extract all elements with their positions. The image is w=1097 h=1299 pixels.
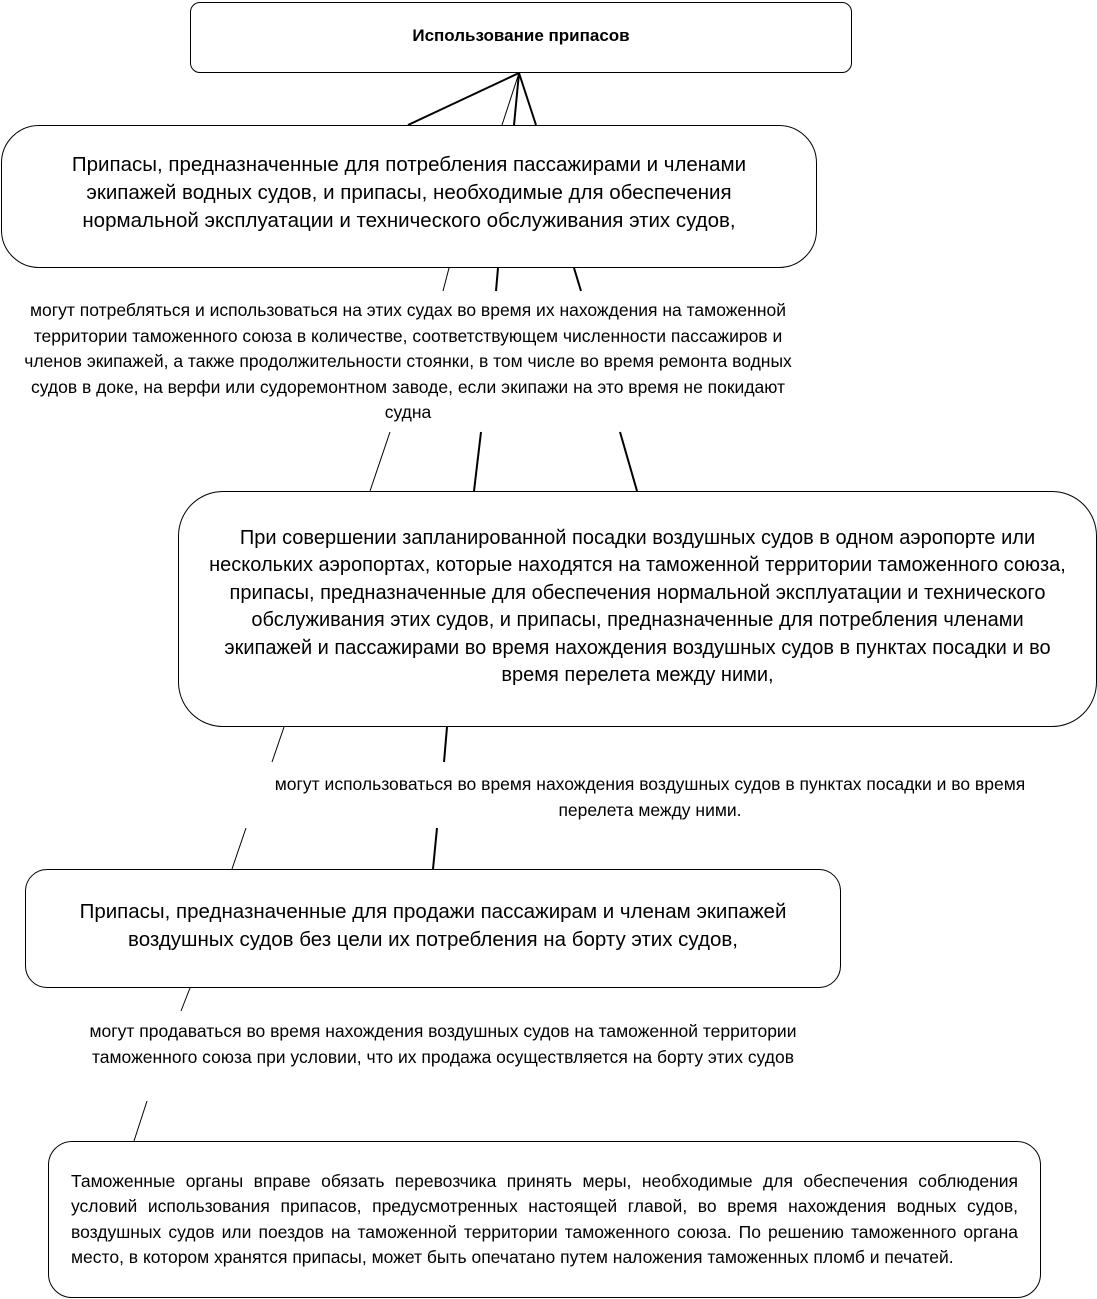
connector-line <box>444 727 447 762</box>
connector-line <box>272 727 284 762</box>
sale-rule-text: могут продаваться во время нахождения воздушных судов на таможенной территории таможенного союза при условии, что их продажа осуществляется на борту этих судов <box>89 1021 797 1067</box>
customs-authority-box <box>48 1141 1041 1298</box>
connector-line <box>502 73 519 125</box>
water-vessels-supplies-text: Припасы, предназначенные для потребления пассажирами и членами экипажей водных судов, и припасы, необходимые для обеспечения нормальной эксплуатации и технического обслуживания этих судов, <box>71 152 747 232</box>
title-text: Использование припасов <box>412 25 630 45</box>
customs-authority-text: Таможенные органы вправе обязать перевозчика принять меры, необходимые для обеспечения соблюдения условий использования припасов, предусмотренных настоящей главой, во время нахождения водных судов, воздушных судов или поездов на таможенной территории таможенного союза. По решению таможенного органа место, в котором хранятся припасы, может быть опечатано путем наложения таможенных пломб и печатей. <box>71 1170 1018 1267</box>
connector-line <box>443 268 449 291</box>
aircraft-supplies-box <box>178 491 1097 727</box>
sale-rule-label <box>68 1018 818 1070</box>
aircraft-supplies-text: При совершении запланированной посадки воздушных судов в одном аэропорте или нескольких аэропортах, которые находятся на таможенной территории таможенного союза, припасы, предназначенные для обеспечения нормальной эксплуатации и технического обслуживания этих судов, и припасы, предназначенные для потребления членами экипажей и пассажирами во время нахождения воздушных судов в пунктах посадки и во время перелета между ними, <box>209 526 1066 686</box>
connector-line <box>181 988 190 1011</box>
connector-line <box>134 1101 147 1141</box>
aircraft-rule-label <box>250 771 1050 823</box>
water-vessels-rule-label <box>8 298 808 426</box>
water-vessels-rule-text: могут потребляться и использоваться на этих судах во время их нахождения на таможенной территории таможенного союза в количестве, соответствующем численности пассажиров и членов экипажей, а также продолжительности стоянки, в том числе во время ремонта водных судов в доке, на верфи или судоремонтном заводе, если экипажи на это время не покидают судна <box>24 300 792 422</box>
connector-line <box>574 268 581 291</box>
aircraft-rule-text: могут использоваться во время нахождения воздушных судов в пунктах посадки и во время перелета между ними. <box>274 774 1026 820</box>
sale-supplies-text: Припасы, предназначенные для продажи пассажирам и членам экипажей воздушных судов без цели их потребления на борту этих судов, <box>79 899 787 951</box>
connector-line <box>620 432 637 491</box>
water-vessels-supplies-box <box>1 125 817 268</box>
connector-line <box>370 432 390 491</box>
title-box <box>190 2 852 73</box>
connector-line <box>519 73 536 125</box>
connector-line <box>408 73 519 125</box>
connector-line <box>514 73 519 125</box>
connector-line <box>433 828 437 869</box>
sale-supplies-box <box>25 869 841 988</box>
connector-line <box>496 268 498 291</box>
connector-line <box>232 828 246 869</box>
connector-line <box>474 432 481 491</box>
